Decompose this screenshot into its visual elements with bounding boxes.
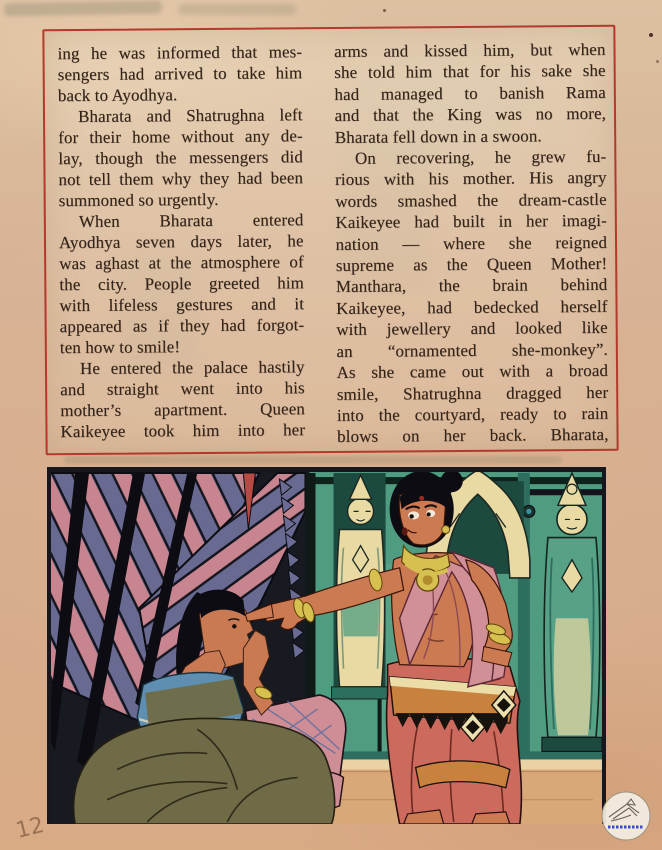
paper-speck <box>649 33 653 37</box>
text-line: nation — where she reigned <box>335 232 608 254</box>
text-line: Bharata fell down in a swoon. <box>334 125 542 147</box>
text-line: and straight went into his <box>60 378 305 400</box>
paragraph <box>60 356 305 442</box>
text-line: rious with his mother. His angry <box>335 168 607 190</box>
text-line: On recovering, he grew fu- <box>354 146 607 168</box>
text-line: sengers had arrived to take him <box>57 63 303 85</box>
paragraph <box>58 104 303 211</box>
text-line: with jewellery and looked like <box>336 318 608 340</box>
story-text-panel <box>42 25 618 455</box>
pencil-page-number <box>2 798 82 850</box>
text-line: she told him that for his sake she <box>334 61 606 83</box>
text-line: arms and kissed him, but when <box>334 39 606 61</box>
print-bleed-smudge <box>4 1 162 17</box>
text-line: with lifeless gestures and it <box>59 294 305 316</box>
comic-illustration <box>47 467 606 824</box>
text-line: and that the King was no more, <box>334 104 607 126</box>
text-line: As she came out with a broad <box>336 360 609 383</box>
paper-speck <box>656 60 659 63</box>
text-line: back to Ayodhya. <box>57 85 178 106</box>
print-bleed-smudge <box>178 4 296 15</box>
paragraph <box>59 209 305 358</box>
text-column-right <box>334 39 609 451</box>
svg-text:12: 12 <box>13 812 47 844</box>
text-line: Manthara, the brain behind <box>335 275 608 297</box>
text-line: lay, though the messengers did <box>58 147 303 169</box>
paragraph <box>335 146 609 448</box>
text-column-left <box>57 41 305 453</box>
text-line: appeared as if they had forgot- <box>59 315 305 337</box>
text-line: He entered the palace hastily <box>79 357 305 378</box>
text-line: had managed to banish Rama <box>334 82 606 104</box>
text-line: the city. People greeted him <box>59 273 304 295</box>
text-line: Kaikeyee, had bedecked herself <box>336 296 608 318</box>
text-line: Bharata and Shatrughna left <box>77 105 303 126</box>
text-line: supreme as the Queen Mother! <box>335 253 608 276</box>
text-line: an “ornamented she-monkey”. <box>336 339 608 361</box>
text-line: ten how to smile! <box>59 337 181 358</box>
watermark-stamp <box>597 787 655 845</box>
text-line: words smashed the dream-castle <box>335 189 607 211</box>
text-line: Kaikeyee took him into her <box>60 420 306 442</box>
paper-speck <box>383 9 386 12</box>
text-line: into the courtyard, ready to rain <box>336 403 609 425</box>
text-line: Kaikeyee had built in her imagi- <box>335 211 607 233</box>
paragraph <box>57 41 302 106</box>
text-line: smile, Shatrughna dragged her <box>336 382 609 404</box>
text-line: mother’s apartment. Queen <box>60 399 305 421</box>
text-line: not tell them why they had been <box>58 168 304 190</box>
text-line: was aghast at the atmosphere of <box>59 252 304 274</box>
text-line: ing he was informed that mes- <box>57 42 303 64</box>
text-line: for their home without any de- <box>58 126 303 148</box>
text-line: When Bharata entered <box>78 210 304 231</box>
text-line: summoned so urgently. <box>58 189 219 211</box>
print-bleed-smudge <box>64 456 562 464</box>
text-line: Ayodhya seven days later, he <box>58 231 304 253</box>
paragraph <box>334 39 606 148</box>
text-line: blows on her back. Bharata, <box>337 425 609 447</box>
